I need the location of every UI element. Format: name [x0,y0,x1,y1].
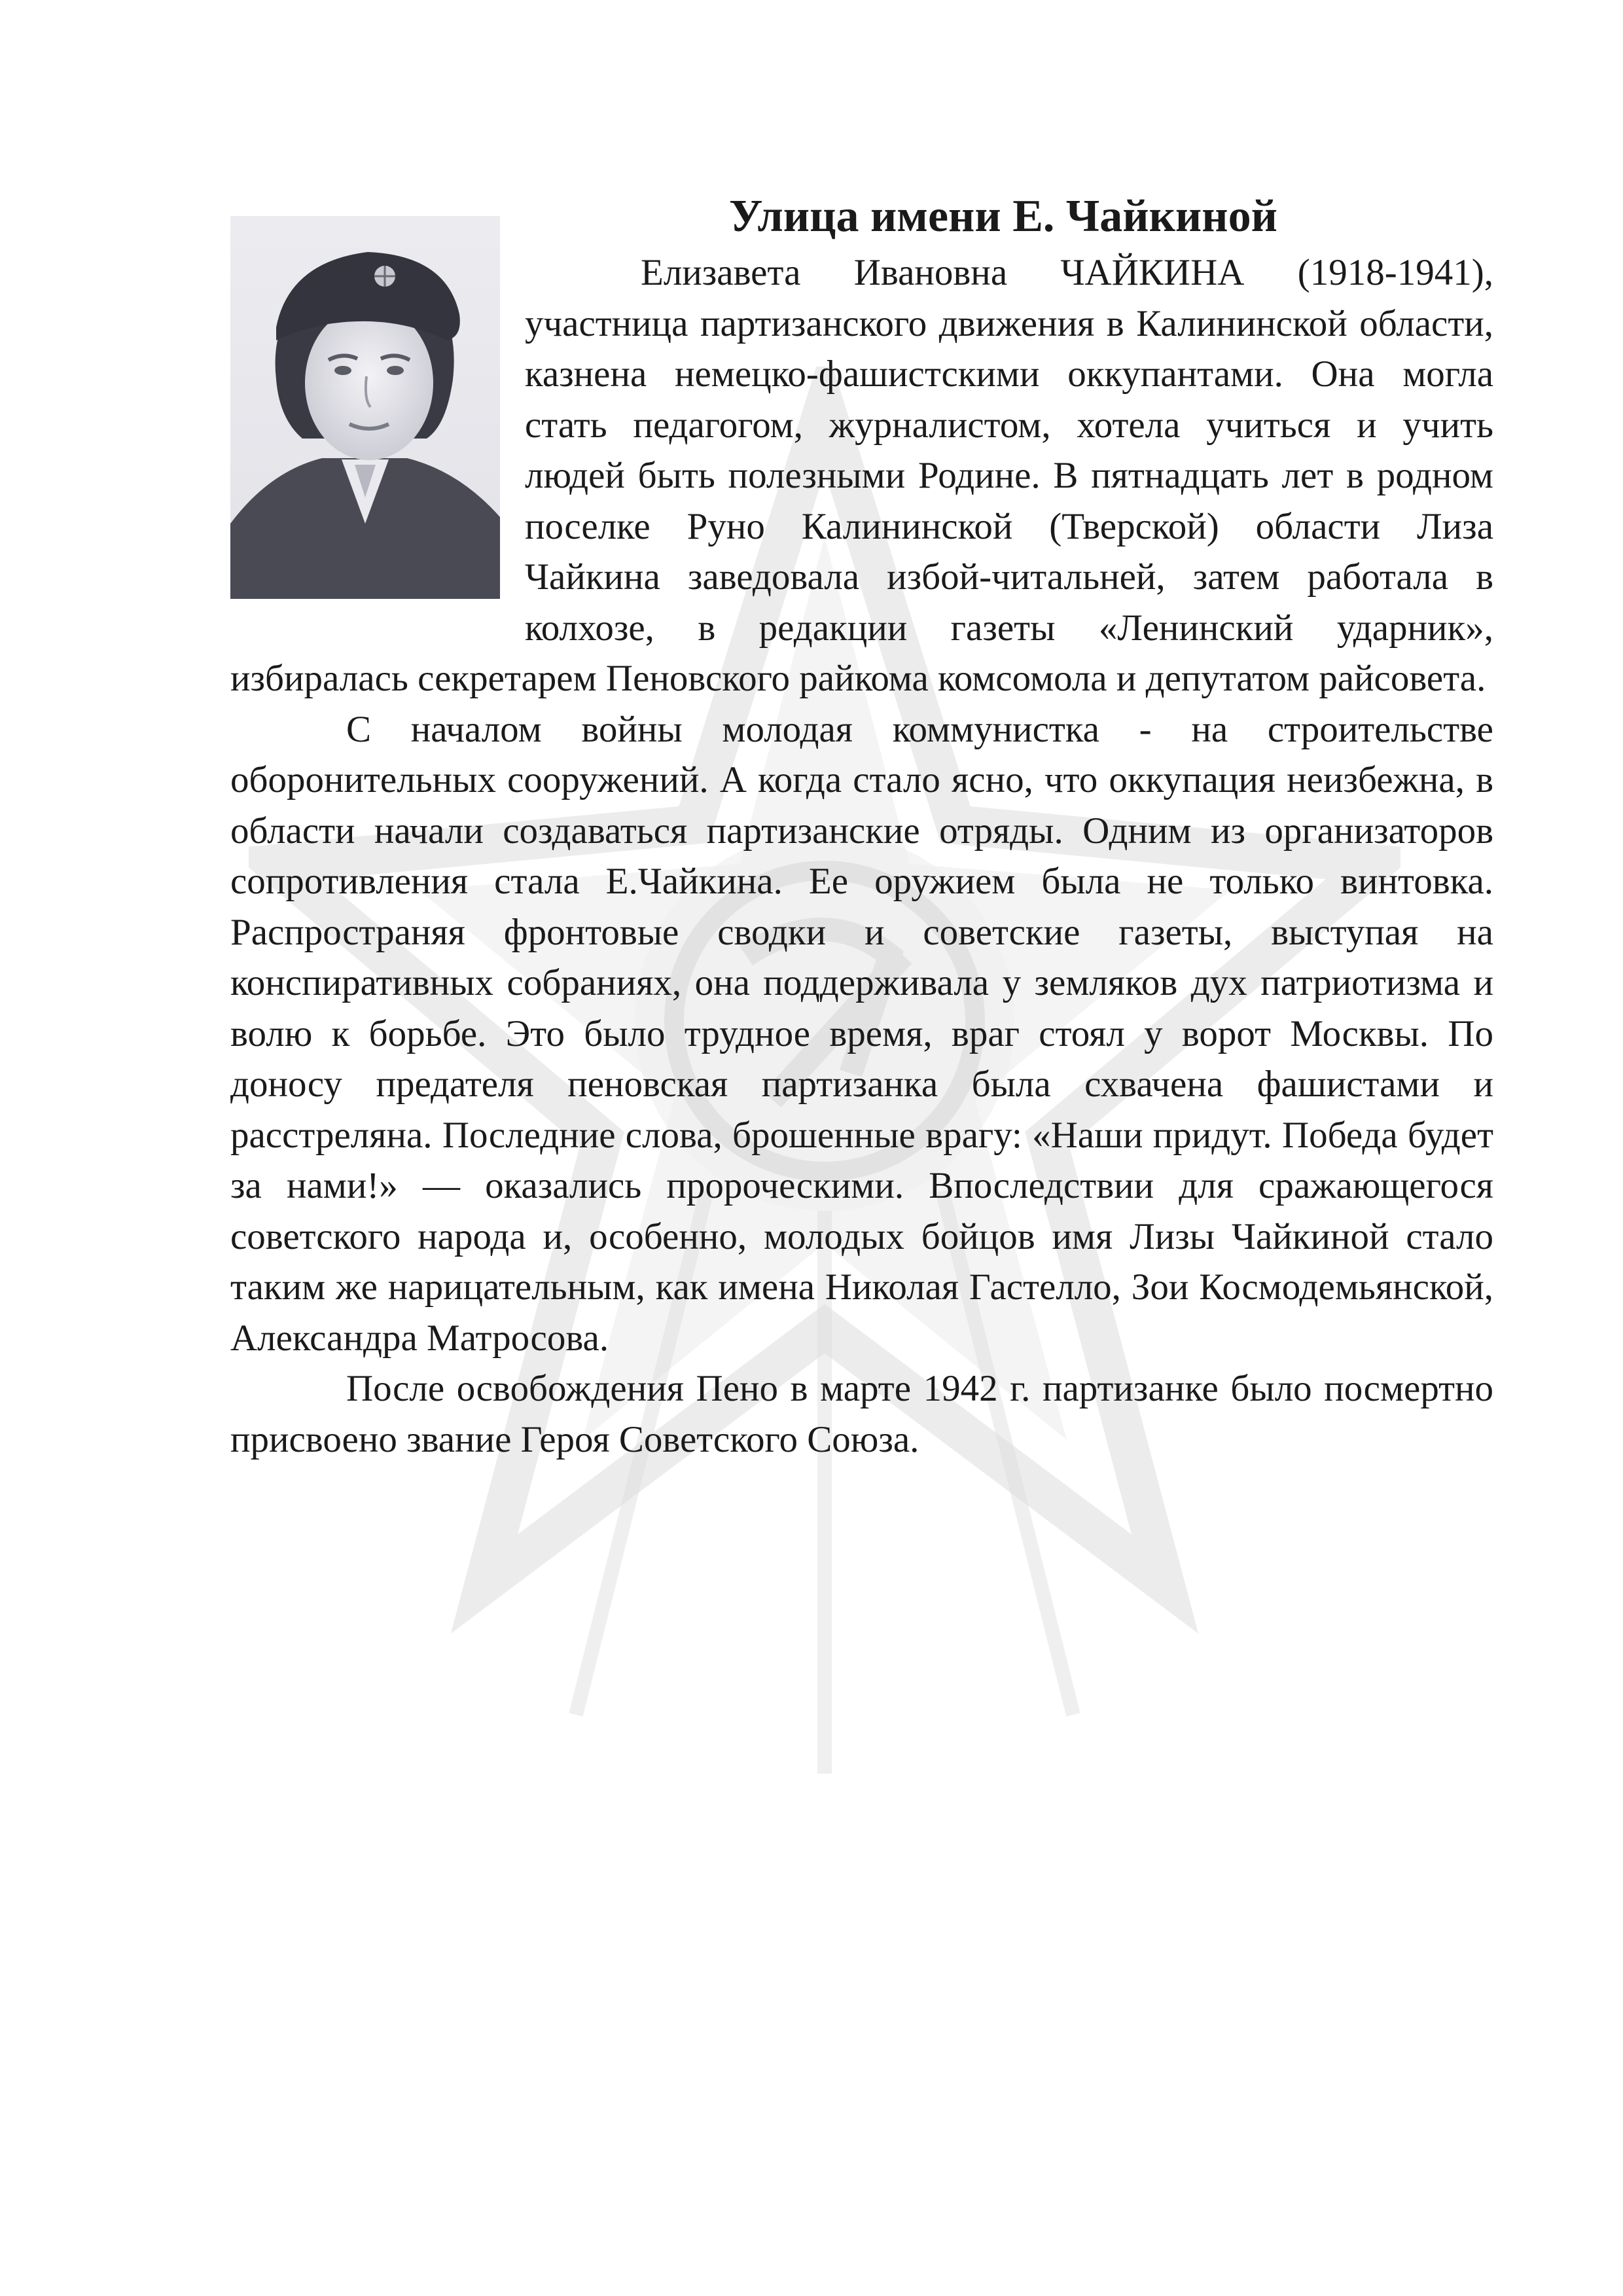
portrait-photo [230,216,500,599]
paragraph-1: Елизавета Ивановна ЧАЙКИНА (1918-1941), участница партизанского движения в Калининской области, казнена немецко-фашистскими оккупантами. Она могла стать педагогом, журналистом, хотела учиться и учить людей быть полезными Родине. В пятнадцать лет в родном поселке Руно Калининской (Тверской) области Лиза Чайкина заведовала избой-читальней, затем работала в колхозе, в редакции газеты «Ленинский ударник», избиралась секретарем Пеновского райкома комсомола и депутатом райсовета. [230,252,1493,699]
document-page [230,190,1493,1465]
paragraph-2: С началом войны молодая коммунистка - на строительстве оборонительных сооружений. А когда стало ясно, что оккупация неизбежна, в области начали создаваться партизанские отряды. Одним из организаторов сопротивления стала Е.Чайкина. Ее оружием была не только винтовка. Распространяя фронтовые сводки и советские газеты, выступая на конспиративных собраниях, она поддерживала у земляков дух патриотизма и волю к борьбе. Это было трудное время, враг стоял у ворот Москвы. По доносу предателя пеновская партизанка была схвачена фашистами и расстреляна. Последние слова, брошенные врагу: «Наши придут. Победа будет за нами!» — оказались пророческими. Впоследствии для сражающегося советского народа и, особенно, молодых бойцов имя Лизы Чайкиной стало таким же нарицательным, как имена Николая Гастелло, Зои Космодемьянской, Александра Матросова. [230,708,1493,1359]
paragraph-3: После освобождения Пено в марте 1942 г. партизанке было посмертно присвоено звание Героя Советского Союза. [230,1368,1493,1460]
page-title: Улица имени Е. Чайкиной [729,191,1277,242]
